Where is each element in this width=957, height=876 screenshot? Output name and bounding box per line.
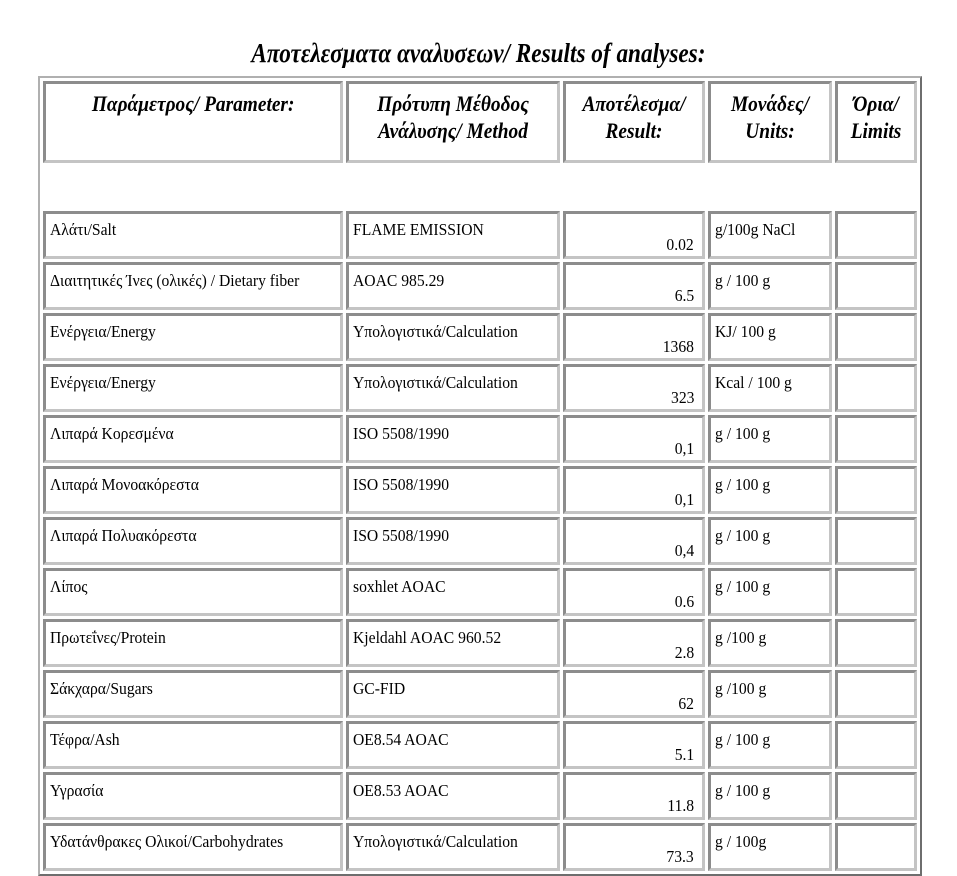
- cell-result: 11.8: [563, 772, 705, 820]
- cell-parameter: Ενέργεια/Energy: [43, 313, 343, 361]
- header-limits: Όρια/ Limits: [835, 81, 917, 163]
- cell-units: g / 100 g: [708, 568, 832, 616]
- results-body: [43, 211, 917, 871]
- cell-parameter: Αλάτι/Salt: [43, 211, 343, 259]
- cell-units: g / 100g: [708, 823, 832, 871]
- cell-parameter: Ενέργεια/Energy: [43, 364, 343, 412]
- cell-units: g/100g NaCl: [708, 211, 832, 259]
- cell-limits: [835, 313, 917, 361]
- page-title: Αποτελεσματα αναλυσεων/ Results of analyses:: [251, 38, 706, 68]
- results-table: [38, 76, 922, 876]
- table-row: [43, 364, 917, 412]
- cell-result: 0.6: [563, 568, 705, 616]
- cell-units: g / 100 g: [708, 262, 832, 310]
- table-row: [43, 772, 917, 820]
- cell-units: g /100 g: [708, 619, 832, 667]
- cell-limits: [835, 517, 917, 565]
- header-parameter: Παράμετρος/ Parameter:: [43, 81, 343, 163]
- cell-method: OE8.53 AOAC: [346, 772, 560, 820]
- table-row: [43, 721, 917, 769]
- cell-units: Kcal / 100 g: [708, 364, 832, 412]
- cell-method: Υπολογιστικά/Calculation: [346, 364, 560, 412]
- cell-result: 5.1: [563, 721, 705, 769]
- cell-limits: [835, 670, 917, 718]
- cell-units: g / 100 g: [708, 415, 832, 463]
- table-row: [43, 415, 917, 463]
- cell-method: ISO 5508/1990: [346, 517, 560, 565]
- cell-result: 1368: [563, 313, 705, 361]
- cell-method: ISO 5508/1990: [346, 466, 560, 514]
- cell-parameter: Υδατάνθρακες Ολικοί/Carbohydrates: [43, 823, 343, 871]
- cell-method: GC-FID: [346, 670, 560, 718]
- cell-units: g /100 g: [708, 670, 832, 718]
- cell-method: Υπολογιστικά/Calculation: [346, 823, 560, 871]
- table-row: [43, 670, 917, 718]
- cell-method: Υπολογιστικά/Calculation: [346, 313, 560, 361]
- cell-units: KJ/ 100 g: [708, 313, 832, 361]
- cell-method: Kjeldahl AOAC 960.52: [346, 619, 560, 667]
- cell-parameter: Υγρασία: [43, 772, 343, 820]
- cell-limits: [835, 262, 917, 310]
- table-row: [43, 568, 917, 616]
- cell-limits: [835, 619, 917, 667]
- header-method: Πρότυπη Μέθοδος Ανάλυσης/ Method: [346, 81, 560, 163]
- cell-result: 73.3: [563, 823, 705, 871]
- cell-result: 323: [563, 364, 705, 412]
- cell-parameter: Πρωτεΐνες/Protein: [43, 619, 343, 667]
- cell-result: 0,1: [563, 415, 705, 463]
- cell-parameter: Λιπαρά Κορεσμένα: [43, 415, 343, 463]
- table-row: [43, 517, 917, 565]
- cell-limits: [835, 415, 917, 463]
- cell-method: AOAC 985.29: [346, 262, 560, 310]
- cell-parameter: Λίπος: [43, 568, 343, 616]
- cell-limits: [835, 721, 917, 769]
- table-row: [43, 262, 917, 310]
- cell-parameter: Λιπαρά Πολυακόρεστα: [43, 517, 343, 565]
- cell-parameter: Διαιτητικές Ίνες (ολικές) / Dietary fiber: [43, 262, 343, 310]
- cell-limits: [835, 823, 917, 871]
- cell-method: OE8.54 AOAC: [346, 721, 560, 769]
- table-row: [43, 211, 917, 259]
- cell-result: 0.02: [563, 211, 705, 259]
- cell-limits: [835, 211, 917, 259]
- cell-units: g / 100 g: [708, 721, 832, 769]
- table-row: [43, 313, 917, 361]
- cell-method: soxhlet AOAC: [346, 568, 560, 616]
- header-result: Αποτέλεσμα/ Result:: [563, 81, 705, 163]
- cell-result: 2.8: [563, 619, 705, 667]
- cell-limits: [835, 772, 917, 820]
- cell-result: 62: [563, 670, 705, 718]
- cell-limits: [835, 568, 917, 616]
- cell-units: g / 100 g: [708, 466, 832, 514]
- cell-parameter: Σάκχαρα/Sugars: [43, 670, 343, 718]
- cell-units: g / 100 g: [708, 772, 832, 820]
- cell-parameter: Λιπαρά Μονοακόρεστα: [43, 466, 343, 514]
- header-units: Μονάδες/ Units:: [708, 81, 832, 163]
- cell-result: 0,1: [563, 466, 705, 514]
- cell-method: FLAME EMISSION: [346, 211, 560, 259]
- cell-units: g / 100 g: [708, 517, 832, 565]
- cell-limits: [835, 466, 917, 514]
- cell-limits: [835, 364, 917, 412]
- header-row: [43, 81, 917, 163]
- cell-result: 0,4: [563, 517, 705, 565]
- cell-result: 6.5: [563, 262, 705, 310]
- table-row: [43, 466, 917, 514]
- table-row: [43, 619, 917, 667]
- cell-parameter: Τέφρα/Ash: [43, 721, 343, 769]
- cell-method: ISO 5508/1990: [346, 415, 560, 463]
- table-row: [43, 823, 917, 871]
